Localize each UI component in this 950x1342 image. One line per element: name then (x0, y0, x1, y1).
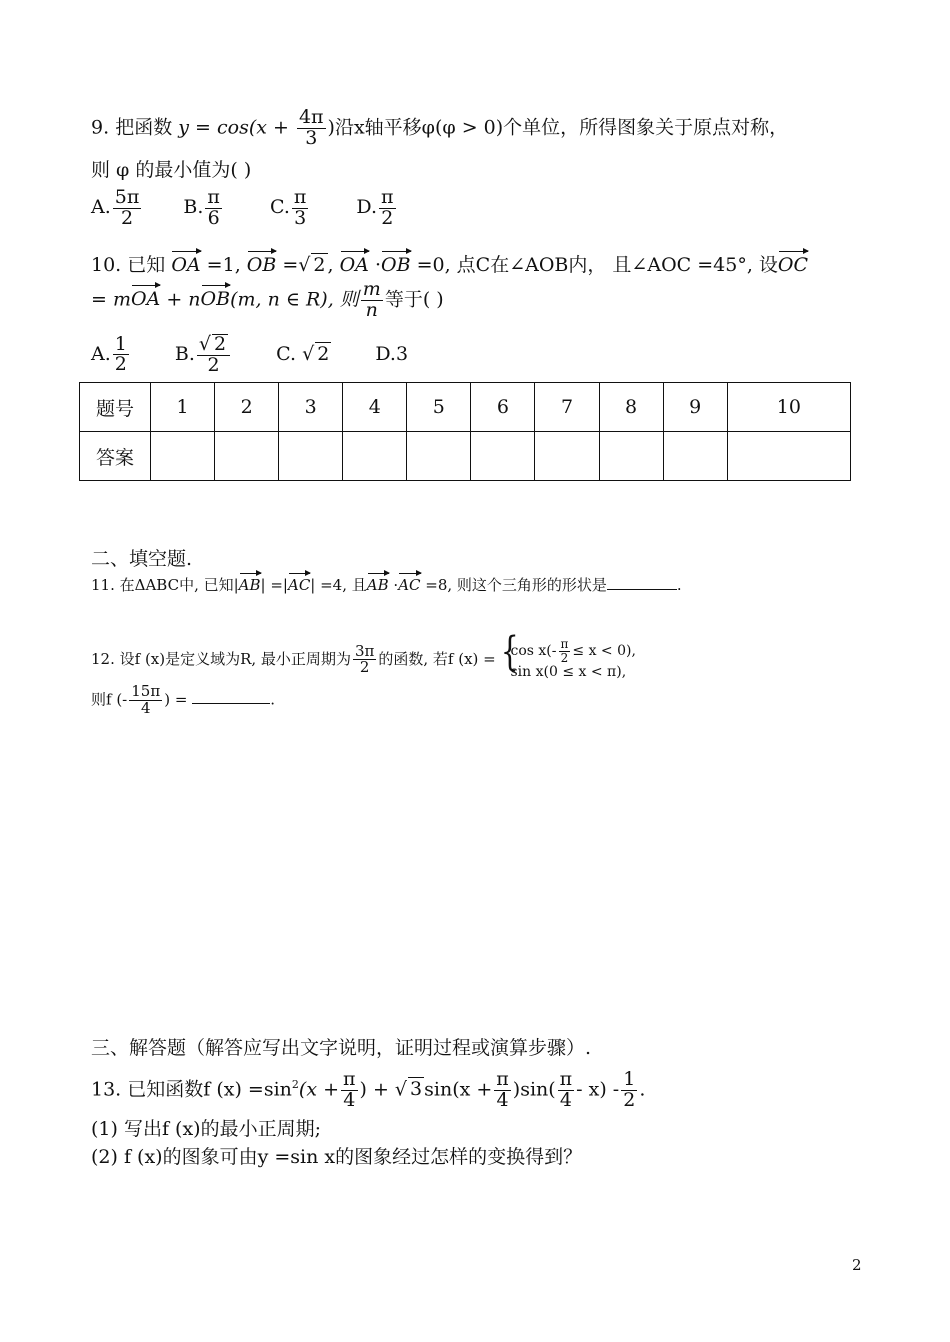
table-col-5: 5 (407, 383, 471, 432)
table-col-4: 4 (343, 383, 407, 432)
vector-ab: AB (238, 576, 261, 594)
table-col-7: 7 (535, 383, 599, 432)
q9-number: 9. (91, 116, 110, 139)
q13-sub1: (1) 写出f (x)的最小正周期; (91, 1118, 321, 1140)
section2-title: 二、填空题. (91, 548, 193, 570)
table-row (80, 383, 851, 432)
q12-line2: 则f (- $\frac{15\pi}{4}$ ) = . (91, 682, 275, 717)
q10-line1: 10. 已知 OA =1, OB =√ 2 , OA ·OB =0, 点C在∠AOB内， 且∠AOC =45°, 设OC (91, 254, 809, 276)
q10-condition: =0, 点C在∠AOB内， 且∠AOC =45°, 设 (410, 254, 778, 276)
table-col-2: 2 (215, 383, 279, 432)
answer-cell[interactable] (407, 432, 471, 481)
q9-options (91, 188, 398, 229)
q9-line1 (91, 108, 788, 149)
answer-cell[interactable] (343, 432, 407, 481)
answer-cell[interactable] (727, 432, 850, 481)
sqrt-2: 2 (313, 254, 326, 276)
table-col-8: 8 (599, 383, 663, 432)
q10-options (91, 334, 408, 376)
q12-answer-blank[interactable] (192, 689, 270, 704)
answer-cell[interactable] (663, 432, 727, 481)
q9-option-d: D. $\frac{\pi}{2}$ (356, 186, 394, 229)
q9-option-b: B. $\frac{\pi}{6}$ (183, 186, 220, 229)
vector-ac: AC (287, 576, 311, 594)
q10-option-d: D.3 (375, 342, 409, 365)
q9-func: y = cos(x + (178, 116, 295, 139)
vector-oc: OC (777, 254, 809, 276)
q9-fraction: $\frac{4\pi}{3}$ (298, 106, 324, 149)
table-header-question-number: 题号 (80, 383, 151, 432)
q10-known: 已知 (127, 254, 166, 276)
answer-cell[interactable] (599, 432, 663, 481)
table-col-3: 3 (279, 383, 343, 432)
answer-table (79, 382, 851, 481)
q13-stem: 13. 已知函数f $(x) =\sin^2(x$ + $\frac{\pi}{4}$ ) + √ 3 sin(x + $\frac{\pi}{4}$ )sin( $\frac{\pi}{4}$ - x) - $\frac{1}{2}$ . (91, 1068, 646, 1111)
answer-cell[interactable] (535, 432, 599, 481)
q11-line: 11. 在ΔABC中, 已知|AB| =|AC| =4, 且AB ·AC =8, 则这个三角形的形状是 . (91, 576, 682, 594)
answer-cell[interactable] (215, 432, 279, 481)
q12-line1: 12. 设f (x)是定义域为R, 最小正周期为 $\frac{3\pi}{2}$ 的函数, 若f (x) = { cos x(- $\frac{\pi}{2}$ ≤ x < 0), sin x(0 ≤ x < π), (91, 638, 636, 682)
q9-option-c: C. $\frac{\pi}{3}$ (269, 186, 307, 229)
q13-sub2: (2) f (x)的图象可由y =sin x的图象经过怎样的变换得到？ (91, 1146, 583, 1168)
q10-option-c: C. √ 2 (276, 342, 330, 365)
q10-number: 10. (91, 254, 122, 276)
vector-ob: OB (246, 254, 277, 276)
answer-cell[interactable] (471, 432, 535, 481)
q9-line2: 则 φ 的最小值为( ) (91, 159, 252, 181)
q10-line2: = mOA + nOB(m, n ∈ R), 则 $\frac{m}{n}$ 等于( ) (91, 278, 444, 321)
q11-answer-blank[interactable] (607, 575, 677, 590)
vector-oa: OA (171, 254, 201, 276)
q9-stem-a: 把函数 (115, 116, 173, 139)
q12-piecewise: { cos x(- $\frac{\pi}{2}$ ≤ x < 0), sin x(0 ≤ x < π), (501, 638, 636, 682)
q10-option-a: A. $\frac{1}{2}$ (91, 332, 127, 376)
page-number: 2 (852, 1256, 862, 1274)
q9-option-a: A. $\frac{5\pi}{2}$ (91, 186, 140, 229)
q10-fraction: $\frac{m}{n}$ (362, 278, 381, 321)
table-col-10: 10 (727, 383, 850, 432)
table-header-answer: 答案 (80, 432, 151, 481)
q10-option-b: B. $\frac{√ 2}{2}$ (175, 343, 232, 365)
answer-cell[interactable] (279, 432, 343, 481)
section3-title: 三、解答题（解答应写出文字说明，证明过程或演算步骤）. (91, 1037, 592, 1059)
table-row (80, 432, 851, 481)
table-col-1: 1 (151, 383, 215, 432)
table-col-9: 9 (663, 383, 727, 432)
q9-stem-b: )沿x轴平移φ(φ > 0)个单位，所得图象关于原点对称， (327, 116, 789, 139)
answer-cell[interactable] (151, 432, 215, 481)
table-col-6: 6 (471, 383, 535, 432)
